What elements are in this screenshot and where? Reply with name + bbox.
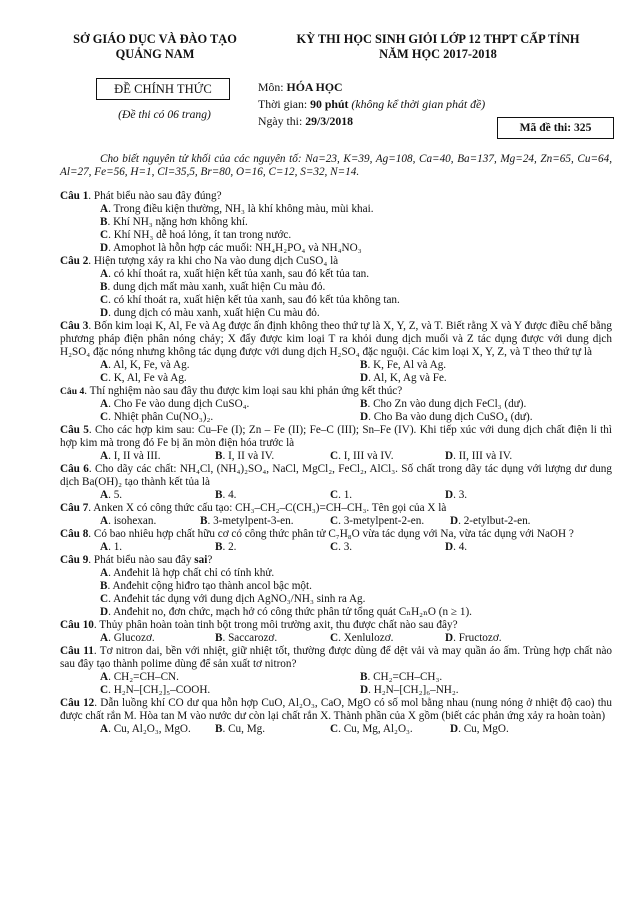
option: A. Trong điều kiện thường, NH₃ là khí không màu, mùi khai. bbox=[100, 203, 374, 215]
province-name: QUẢNG NAM bbox=[115, 47, 195, 61]
subject-line: Môn: HÓA HỌC bbox=[258, 80, 343, 94]
option: A. 5. bbox=[100, 489, 123, 501]
options-grid bbox=[100, 398, 612, 424]
exam-title: KỲ THI HỌC SINH GIỎI LỚP 12 THPT CẤP TỈNH bbox=[296, 32, 580, 46]
question-10: Câu 10. Thủy phân hoàn toàn tinh bột trong môi trường axit, thu được chất nào sau đây? bbox=[60, 619, 458, 631]
exam-title-block bbox=[258, 32, 618, 62]
date-value: 29/3/2018 bbox=[305, 114, 354, 128]
option: D. Cho Ba vào dung dịch CuSO₄ (dư). bbox=[360, 411, 533, 423]
question-8: Câu 8. Có bao nhiêu hợp chất hữu cơ có công thức phân tử C₇H₈O vừa tác dụng với Na, vừa tác dụng với NaOH ? bbox=[60, 528, 574, 540]
option: C. Nhiệt phân Cu(NO₃)₂. bbox=[100, 411, 214, 423]
option: C. 3. bbox=[330, 541, 353, 553]
option: A. Cho Fe vào dung dịch CuSO₄. bbox=[100, 398, 250, 410]
option: D. 4. bbox=[445, 541, 468, 553]
date-line: Ngày thi: 29/3/2018 bbox=[258, 114, 354, 128]
options-grid bbox=[100, 359, 612, 385]
option: B. K, Fe, Al và Ag. bbox=[360, 359, 447, 371]
exam-code: Mã đề thi: 325 bbox=[497, 117, 614, 139]
option: A. Cu, Al₂O₃, MgO. bbox=[100, 723, 191, 735]
option: C. 3-metylpent-2-en. bbox=[330, 515, 425, 527]
question-9: Câu 9. Phát biểu nào sau đây sai? bbox=[60, 554, 213, 566]
option: D. 2-etylbut-2-en. bbox=[450, 515, 531, 527]
option: D. II, III và IV. bbox=[445, 450, 513, 462]
option: C. 1. bbox=[330, 489, 353, 501]
time-value: 90 phút bbox=[310, 97, 349, 111]
option: B. Khí NH₃ nặng hơn không khí. bbox=[100, 216, 248, 228]
pages-note: (Đề thi có 06 trang) bbox=[118, 108, 211, 121]
option: D. 3. bbox=[445, 489, 468, 501]
department-header bbox=[60, 32, 250, 62]
option: A. isohexan. bbox=[100, 515, 157, 527]
option: B. Cho Zn vào dung dịch FeCl₃ (dư). bbox=[360, 398, 527, 410]
options-grid bbox=[100, 671, 612, 697]
option: B. dung dịch mất màu xanh, xuất hiện Cu màu đỏ. bbox=[100, 281, 326, 293]
options-row bbox=[100, 541, 612, 554]
question-11: Câu 11. Tơ nitron dai, bền với nhiệt, giữ nhiệt tốt, thường được dùng để dệt vải và may quần áo ấm. Trùng hợp chất nào sau đây tạo thành polime dùng để sản xuất tơ nitron? bbox=[60, 645, 612, 670]
exam-meta bbox=[258, 79, 485, 130]
option: A. CH₂=CH–CN. bbox=[100, 671, 179, 683]
option: C. Khí NH₃ dễ hoá lỏng, ít tan trong nước. bbox=[100, 229, 292, 241]
option: B. Saccarozơ. bbox=[215, 632, 278, 644]
option: D. Cu, MgO. bbox=[450, 723, 509, 735]
option: A. Al, K, Fe, và Ag. bbox=[100, 359, 190, 371]
option: C. H₂N–[CH₂]₅–COOH. bbox=[100, 684, 211, 696]
option: D. Anđehit no, đơn chức, mạch hở có công thức phân tử tổng quát CₙH₂ₙO (n ≥ 1). bbox=[100, 606, 472, 618]
option: C. có khí thoát ra, xuất hiện kết tủa xanh, sau đó kết tủa không tan. bbox=[100, 294, 400, 306]
department-name: SỞ GIÁO DỤC VÀ ĐÀO TẠO bbox=[73, 32, 237, 46]
option: D. Amophot là hỗn hợp các muối: NH₄H₂PO₄ và NH₄NO₃ bbox=[100, 242, 362, 254]
option: B. 3-metylpent-3-en. bbox=[200, 515, 294, 527]
question-7: Câu 7. Anken X có công thức cấu tạo: CH₃–CH₂–C(CH₃)=CH–CH₃. Tên gọi của X là bbox=[60, 502, 447, 514]
option: C. Xenlulozơ. bbox=[330, 632, 394, 644]
option: B. Anđehit cộng hiđro tạo thành ancol bậc một. bbox=[100, 580, 312, 592]
question-6: Câu 6. Cho dãy các chất: NH₄Cl, (NH₄)₂SO₄, NaCl, MgCl₂, FeCl₂, AlCl₃. Số chất trong dãy tác dụng với lượng dư dung dịch Ba(OH)₂ tạo thành kết tủa là bbox=[60, 463, 612, 488]
option: A. Glucozơ. bbox=[100, 632, 155, 644]
option: C. I, III và IV. bbox=[330, 450, 394, 462]
option: D. Fructozơ. bbox=[445, 632, 502, 644]
option: D. H₂N–[CH₂]₆–NH₂. bbox=[360, 684, 459, 696]
option: B. 4. bbox=[215, 489, 237, 501]
time-line: Thời gian: 90 phút (không kể thời gian phát đề) bbox=[258, 97, 486, 111]
official-label: ĐỀ CHÍNH THỨC bbox=[96, 78, 230, 100]
option: A. I, II và III. bbox=[100, 450, 161, 462]
option: A. Anđehit là hợp chất chỉ có tính khử. bbox=[100, 567, 275, 579]
options-row bbox=[100, 489, 612, 502]
options-row bbox=[100, 723, 612, 736]
atomic-mass-note: Cho biết nguyên tử khối của các nguyên tố: Na=23, K=39, Ag=108, Ca=40, Ba=137, Mg=24, Zn=65, Cu=64, Al=27, Fe=56, H=1, Cl=35,5, Br=80, O=16, C=12, S=32, N=14. bbox=[60, 153, 612, 178]
option: C. Anđehit tác dụng với dung dịch AgNO₃/NH₃ sinh ra Ag. bbox=[100, 593, 366, 605]
option: B. I, II và IV. bbox=[215, 450, 275, 462]
question-1: Câu 1. Phát biểu nào sau đây đúng? bbox=[60, 190, 222, 202]
question-12: Câu 12. Dẫn luồng khí CO dư qua hỗn hợp CuO, Al₂O₃, CaO, MgO có số mol bằng nhau (nung nóng ở nhiệt độ cao) thu được chất rắn M. Hòa tan M vào nước dư còn lại chất rắn X. Thành phần của X gồm (biết các phản ứng xảy ra hoàn toàn) bbox=[60, 697, 612, 722]
option: C. K, Al, Fe và Ag. bbox=[100, 372, 187, 384]
subject: HÓA HỌC bbox=[286, 80, 343, 94]
options-row bbox=[100, 515, 612, 528]
option: B. Cu, Mg. bbox=[215, 723, 266, 735]
time-note: (không kể thời gian phát đề) bbox=[348, 97, 486, 111]
options-row bbox=[100, 450, 612, 463]
option: D. Al, K, Ag và Fe. bbox=[360, 372, 447, 384]
school-year: NĂM HỌC 2017-2018 bbox=[379, 47, 497, 61]
option: B. 2. bbox=[215, 541, 237, 553]
question-4: Câu 4. Thí nghiệm nào sau đây thu được kim loại sau khi phản ứng kết thúc? bbox=[60, 385, 403, 397]
option: A. 1. bbox=[100, 541, 123, 553]
option: A. có khí thoát ra, xuất hiện kết tủa xanh, sau đó kết tủa tan. bbox=[100, 268, 370, 280]
question-2: Câu 2. Hiện tượng xảy ra khi cho Na vào dung dịch CuSO₄ là bbox=[60, 255, 339, 267]
option: C. Cu, Mg, Al₂O₃. bbox=[330, 723, 413, 735]
option: D. dung dịch có màu xanh, xuất hiện Cu màu đỏ. bbox=[100, 307, 320, 319]
question-3: Câu 3. Bốn kim loại K, Al, Fe và Ag được ấn định không theo thứ tự là X, Y, Z, và T. Biết rằng X và Y được điều chế bằng phương pháp điện phân nóng chảy; X đẩy được kim loại T ra khỏi dung dịch muối và Z tác dụng được với dung dịch H₂SO₄ đặc nóng nhưng không tác dụng được với dung dịch H₂SO₄ đặc nguội. Các kim loại X, Y, Z, và T theo thứ tự là bbox=[60, 320, 612, 358]
options-row bbox=[100, 632, 612, 645]
option: B. CH₂=CH–CH₃. bbox=[360, 671, 443, 683]
question-5: Câu 5. Cho các hợp kim sau: Cu–Fe (I); Zn – Fe (II); Fe–C (III); Sn–Fe (IV). Khi tiếp xúc với dung dịch chất điện li thì hợp kim mà trong đó Fe bị ăn mòn điện hóa trước là bbox=[60, 424, 612, 449]
questions bbox=[60, 190, 612, 736]
